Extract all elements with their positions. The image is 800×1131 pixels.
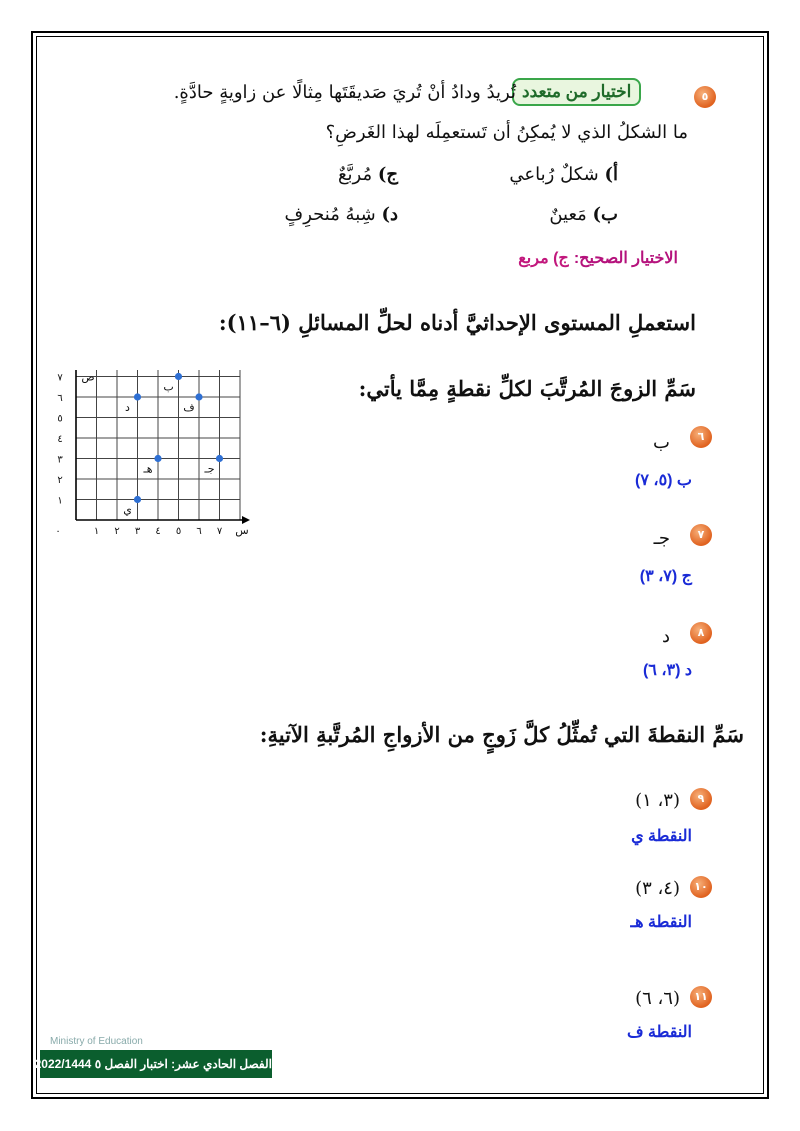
- option-a: أ) شكلٌ رُباعي: [509, 164, 618, 185]
- x-tick-label: ٤: [155, 526, 161, 537]
- x-tick-label: ١: [93, 526, 100, 537]
- item-prompt: ب: [653, 432, 670, 453]
- y-tick-label: ٧: [57, 372, 63, 384]
- item-number-badge: ٧: [690, 524, 712, 546]
- y-tick-label: ٦: [57, 393, 63, 404]
- section-heading-name-pairs: سَمِّ الزوجَ المُرتَّبَ لكلِّ نقطةٍ مِمَّا يأتي:: [358, 376, 696, 401]
- x-tick-label: ٧: [216, 526, 223, 537]
- x-tick-label: ٦: [196, 526, 202, 537]
- item-prompt: جـ: [653, 528, 670, 549]
- y-tick-label: ٥: [57, 413, 63, 425]
- point-label: د: [125, 401, 130, 414]
- option-b: ب) مَعينٌ: [549, 204, 618, 225]
- x-axis-arrow: [242, 516, 250, 524]
- point-هـ: [154, 455, 161, 462]
- y-tick-label: ٣: [57, 454, 63, 466]
- point-ف: [195, 393, 202, 400]
- point-label: جـ: [204, 462, 215, 476]
- item-prompt: د: [661, 626, 670, 647]
- multiple-choice-tag: اختيار من متعدد: [512, 78, 641, 106]
- x-tick-label: ٢: [114, 526, 120, 537]
- point-label: هـ: [143, 462, 153, 476]
- item-answer: النقطة ي: [631, 828, 692, 845]
- x-axis-label: س: [235, 524, 249, 537]
- ordered-pair: (٣، ١): [635, 790, 680, 811]
- item-number-badge: ١١: [690, 986, 712, 1008]
- x-tick-label: ٥: [175, 526, 182, 537]
- ordered-pair: (٦، ٦): [635, 988, 680, 1009]
- question-number-badge: ٥: [694, 86, 716, 108]
- coordinate-grid: [52, 370, 252, 555]
- item-answer: ج (٧، ٣): [639, 568, 692, 585]
- y-tick-label: ٤: [57, 434, 63, 445]
- item-number-badge: ١٠: [690, 876, 712, 898]
- item-number-badge: ٩: [690, 788, 712, 810]
- point-label: ف: [183, 401, 195, 414]
- x-tick-label: ٣: [134, 526, 141, 537]
- footer-year: 2022/1444: [34, 1057, 92, 1071]
- q5-answer: الاختيار الصحيح: ج) مربع: [518, 250, 678, 267]
- question-line-1: تُريدُ ودادُ أنْ تُريَ صَديقَتَها مِثالًا عن زاويةٍ حادَّةٍ.: [173, 82, 516, 103]
- item-number-badge: ٦: [690, 426, 712, 448]
- item-answer: د (٣، ٦): [642, 662, 692, 679]
- footer-page: ٥: [94, 1057, 102, 1071]
- item-answer: ب (٥، ٧): [635, 472, 692, 489]
- option-d: د) شِبهُ مُنحرِفٍ: [284, 204, 398, 225]
- item-number-badge: ٨: [690, 622, 712, 644]
- point-label: ب: [163, 380, 174, 394]
- section-heading-coordinate-plane: استعملِ المستوى الإحداثيَّ أدناه لحلِّ المسائلِ (٦–١١):: [218, 310, 696, 335]
- y-tick-label: ١: [57, 495, 63, 507]
- footer-watermark: Ministry of Education: [50, 1036, 143, 1047]
- origin-label: ٠: [55, 526, 61, 537]
- section-heading-name-points: سَمِّ النقطةَ التي تُمثِّلُ كلَّ زَوجٍ من الأزواجِ المُرتَّبةِ الآتيةِ:: [259, 722, 744, 747]
- y-axis-label: ص: [81, 370, 95, 384]
- footer-text: الفصل الحادي عشر: اختبار الفصل: [104, 1057, 272, 1071]
- y-tick-label: ٢: [57, 475, 63, 486]
- point-جـ: [216, 455, 223, 462]
- point-ب: [175, 373, 182, 380]
- question-line-2: ما الشكلُ الذي لا يُمكِنُ أن تَستعمِلَه لهذا الغَرضِ؟: [325, 122, 688, 143]
- item-answer: النقطة ف: [627, 1024, 692, 1041]
- option-c: ج) مُربَّعٌ: [337, 164, 398, 185]
- footer-bar: [34, 1050, 272, 1078]
- page-border-inner: [36, 36, 764, 1094]
- point-ي: [134, 496, 141, 503]
- point-label: ي: [123, 503, 132, 517]
- point-د: [134, 393, 141, 400]
- ordered-pair: (٤، ٣): [635, 878, 680, 899]
- item-answer: النقطة هـ: [630, 914, 692, 931]
